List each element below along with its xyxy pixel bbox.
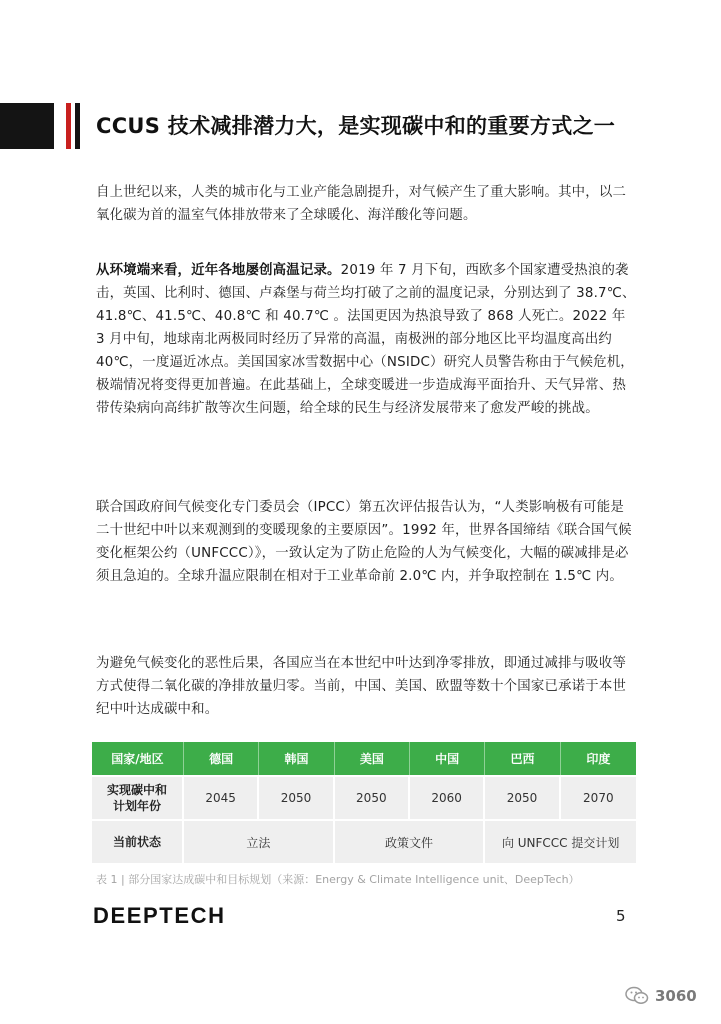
deeptech-logo: DEEPTECH (93, 903, 226, 928)
paragraph-environment (96, 259, 636, 420)
table-cell-year: 2060 (410, 775, 485, 819)
section-title: CCUS 技术减排潜力大，是实现碳中和的重要方式之一 (96, 114, 616, 138)
table-cell-year: 2045 (184, 775, 259, 819)
row-label-line: 计划年份 (112, 799, 161, 813)
paragraph-ipcc: 联合国政府间气候变化专门委员会（IPCC）第五次评估报告认为，“人类影响极有可能是二十世纪中叶以来观测到的变暖现象的主要原因”。1992 年，世界各国缔结《联合国气候变化框架公约（UNFCCC）》，一致认定为了防止危险的人为气候变化，大幅的碳减排是必须且急迫的。全球升温应限制在相对于工业革命前 2.0℃ 内，并争取控制在 1.5℃ 内。 (96, 500, 632, 584)
table-header-cell: 德国 (184, 742, 259, 775)
table-cell-status: 立法 (184, 819, 335, 863)
table-header-cell: 中国 (410, 742, 485, 775)
table-header-cell: 韩国 (259, 742, 334, 775)
table-cell-status: 政策文件 (335, 819, 486, 863)
paragraph-net-zero: 为避免气候变化的恶性后果，各国应当在本世纪中叶达到净零排放，即通过减排与吸收等方式使得二氧化碳的净排放量归零。当前，中国、美国、欧盟等数十个国家已承诺于本世纪中叶达成碳中和。 (96, 656, 627, 717)
paragraph-environment-body: 2019 年 7 月下旬，西欧多个国家遭受热浪的袭击，英国、比利时、德国、卢森堡与荷兰均打破了之前的温度记录，分别达到了 38.7℃、41.8℃、41.5℃、40.8℃ 和 40.7℃ 。法国更因为热浪导致了 868 人死亡。2022 年 3 月中旬，地球南北两极同时经历了异常的高温，南极洲的部分地区比平均温度高出约 40℃，一度逼近冰点。美国国家冰雪数据中心（NSIDC）研究人员警告称由于气候危机，极端情况将变得更加普遍。在此基础上，全球变暖进一步造成海平面抬升、天气异常、热带传染病向高纬扩散等次生问题，给全球的民生与经济发展带来了愈发严峻的挑战。 (96, 263, 636, 416)
paragraph-environment-lead: 从环境端来看，近年各地屡创高温记录。 (96, 263, 341, 278)
header-red-bar (66, 103, 71, 149)
carbon-neutrality-table (92, 742, 636, 863)
wechat-watermark (625, 986, 697, 1006)
table-header-cell: 巴西 (485, 742, 560, 775)
table-header-cell: 美国 (335, 742, 410, 775)
page-number: 5 (616, 907, 626, 925)
table-cell-year: 2050 (335, 775, 410, 819)
table-row (92, 819, 636, 863)
header-dark-bar (75, 103, 80, 149)
table-header-row (92, 742, 636, 775)
paragraph-intro: 自上世纪以来，人类的城市化与工业产能急剧提升，对气候产生了重大影响。其中，以二氧化碳为首的温室气体排放带来了全球暖化、海洋酸化等问题。 (96, 185, 627, 223)
header-black-block (0, 103, 54, 149)
table-header-cell: 印度 (561, 742, 636, 775)
table-cell-status: 向 UNFCCC 提交计划 (485, 819, 636, 863)
wechat-icon (625, 986, 649, 1006)
watermark-text: 3060 (655, 987, 697, 1005)
table-cell-year: 2070 (561, 775, 636, 819)
row-label-line: 实现碳中和 (106, 783, 167, 797)
table-cell-year: 2050 (259, 775, 334, 819)
table-cell-year: 2050 (485, 775, 560, 819)
table-caption: 表 1 | 部分国家达成碳中和目标规划（来源：Energy & Climate Intelligence unit、DeepTech） (96, 873, 580, 886)
table-header-cell: 国家/地区 (92, 742, 184, 775)
row-label-status: 当前状态 (92, 819, 184, 863)
table-row (92, 775, 636, 819)
row-label-target-year (92, 775, 184, 819)
